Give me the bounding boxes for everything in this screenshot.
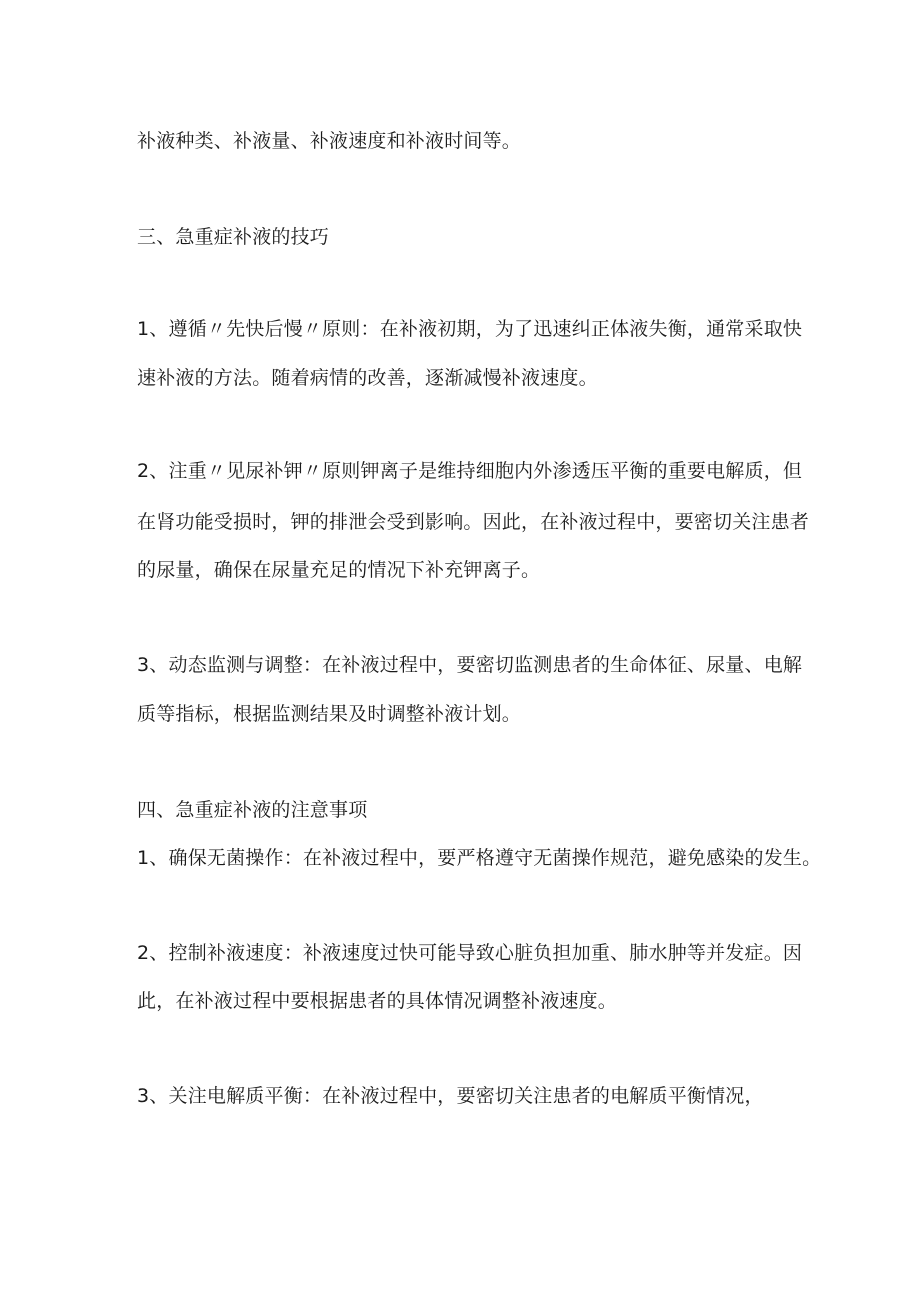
section-heading: 三、急重症补液的技巧 <box>137 226 330 248</box>
text-line: 1、遵循〃先快后慢〃原则：在补液初期，为了迅速纠正体液失衡，通常采取快 <box>137 318 803 340</box>
text-line: 速补液的方法。随着病情的改善，逐渐减慢补液速度。 <box>137 367 598 389</box>
text-line: 2、控制补液速度：补液速度过快可能导致心脏负担加重、肺水肿等并发症。因 <box>137 942 803 964</box>
text-line: 在肾功能受损时，钾的排泄会受到影响。因此，在补液过程中，要密切关注患者 <box>137 511 810 533</box>
text-line: 1、确保无菌操作：在补液过程中，要严格遵守无菌操作规范，避免感染的发生。 <box>137 847 822 869</box>
text-line: 3、关注电解质平衡：在补液过程中，要密切关注患者的电解质平衡情况， <box>137 1085 764 1107</box>
section-heading: 四、急重症补液的注意事项 <box>137 799 368 821</box>
text-line: 此，在补液过程中要根据患者的具体情况调整补液速度。 <box>137 990 618 1012</box>
text-line: 2、注重〃见尿补钾〃原则钾离子是维持细胞内外渗透压平衡的重要电解质，但 <box>137 460 803 482</box>
text-line: 质等指标，根据监测结果及时调整补液计划。 <box>137 703 522 725</box>
text-line: 的尿量，确保在尿量充足的情况下补充钾离子。 <box>137 559 541 581</box>
text-line: 补液种类、补液量、补液速度和补液时间等。 <box>137 130 522 152</box>
text-line: 3、动态监测与调整：在补液过程中，要密切监测患者的生命体征、尿量、电解 <box>137 654 803 676</box>
